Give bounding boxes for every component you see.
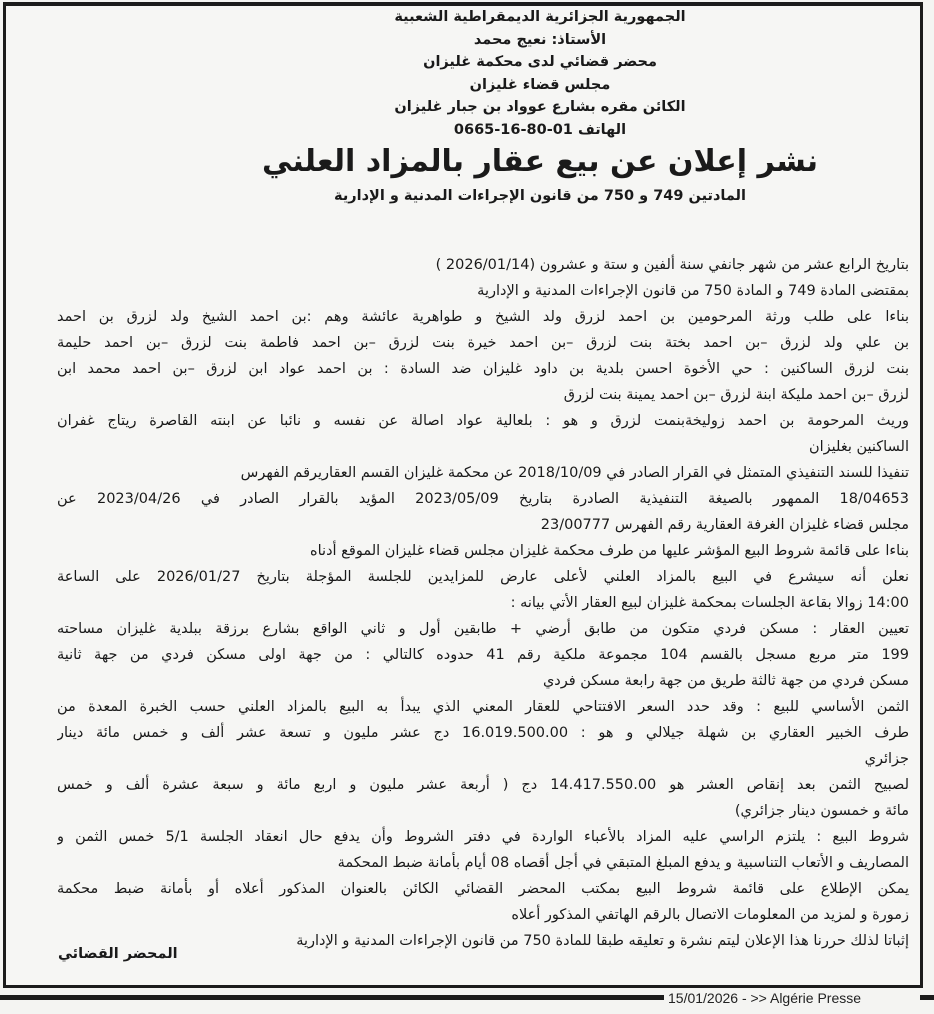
page-footer <box>0 988 934 1008</box>
body-line: طرف الخبير العقاري بن شهلة جيلالي و هو : 16.019.500.00 دج عشر مليون و تسعة عشر ألف و خمس مائة دينار <box>57 725 909 741</box>
body-line: إثباتا لذلك حررنا هذا الإعلان ليتم نشرة و تعليقه طبقا للمادة 750 من قانون الإجراءات المدنية و الإدارية <box>296 933 909 949</box>
body-line: المصاريف و الأتعاب التناسبية و يدفع المبلغ المتبقي في أجل أقصاه 08 أيام بأمانة ضبط المحكمة <box>337 855 909 871</box>
notice-header <box>200 6 880 208</box>
footer-rule-end <box>920 995 934 1000</box>
body-line: بناءا على طلب ورثة المرحومين بن احمد لزرق ولد الشيخ و طواهرية عائشة وهم :بن احمد الشيخ ولد لزرق بن احمد <box>57 309 909 325</box>
body-line: لزرق –بن احمد مليكة ابنة لزرق –بن احمد يمينة بنت لزرق <box>563 387 909 403</box>
body-line: مجلس قضاء غليزان الغرفة العقارية رقم الفهرس 23/00777 <box>540 517 909 533</box>
notice-subtitle: المادتين 749 و 750 من قانون الإجراءات المدنية و الإدارية <box>334 187 746 204</box>
header-bailiff-name: الأستاذ: نعيج محمد <box>473 31 607 48</box>
notice-body <box>57 252 909 954</box>
body-line: بتاريخ الرابع عشر من شهر جانفي سنة ألفين و ستة و عشرون (2026/01/14 ) <box>435 257 909 273</box>
body-line: مائة و خمسون دينار جزائري) <box>734 803 909 819</box>
body-line: يمكن الإطلاع على قائمة شروط البيع بمكتب المحضر القضائي الكائن بالعنوان المذكور أعلاه أو بأمانة ضبط محكمة <box>57 881 909 897</box>
signature: المحضر القضائي <box>58 946 178 962</box>
header-country: الجمهورية الجزائرية الديمقراطية الشعبية <box>394 9 686 25</box>
header-phone: الهاتف 01-80-16-0665 <box>453 121 627 138</box>
body-line: بنت لزرق الساكنين : حي الأخوة احسن بلدية بن داود غليزان ضد السادة : بن احمد عواد ابن لزرق –بن احمد محمد ابن <box>57 361 909 377</box>
body-line: زمورة و لمزيد من المعلومات الاتصال بالرقم الهاتفي المذكور أعلاه <box>511 907 909 923</box>
body-line: 14:00 زوالا بقاعة الجلسات بمحكمة غليزان لبيع العقار الأتي بيانه : <box>510 595 909 611</box>
header-address: الكائن مقره بشارع عوواد بن جبار غليزان <box>394 99 686 116</box>
body-line: جزائري <box>864 751 909 767</box>
body-line: بن علي ولد لزرق –بن احمد بختة بنت لزرق –بن احمد خيرة بنت لزرق –بن احمد فاطمة بنت لزرق –بن احمد حليمة <box>57 335 909 351</box>
notice-title: نشر إعلان عن بيع عقار بالمزاد العلني <box>262 143 818 179</box>
body-line: شروط البيع : يلتزم الراسي عليه المزاد بالأعباء الواردة في دفتر الشروط وأن يدفع حال انعقاد الجلسة 5/1 خمس الثمن و <box>57 829 909 845</box>
body-line: بناءا على قائمة شروط البيع المؤشر عليها من طرف محكمة غليزان مجلس قضاء غليزان الموقع أدناه <box>310 543 909 559</box>
footer-rule <box>0 995 664 1000</box>
body-line: 18/04653 الممهور بالصيغة التنفيذية الصادرة بتاريخ 2023/05/09 المؤيد بالقرار الصادر في 2023/04/26 عن <box>57 491 909 507</box>
body-line: تنفيذا للسند التنفيذي المتمثل في القرار الصادر في 2018/10/09 عن محكمة غليزان القسم العقاريرقم الفهرس <box>240 465 909 481</box>
body-line: تعيين العقار : مسكن فردي متكون من طابق أرضي + طابقين أول و ثاني الواقع بشارع برزقة ببلدية غليزان مساحته <box>57 621 909 637</box>
footer-source: 15/01/2026 - >> Algérie Presse <box>668 990 862 1006</box>
body-line: 199 متر مربع مسجل بالقسم 104 مجموعة ملكية رقم 41 حدوده كالتالي : من جهة اولى مسكن فردي من جهة ثانية <box>57 647 909 663</box>
body-line: مسكن فردي من جهة ثالثة طريق من جهة رابعة مسكن فردي <box>542 673 909 689</box>
body-line: بمقتضى المادة 749 و المادة 750 من قانون الإجراءات المدنية و الإدارية <box>477 283 909 299</box>
header-bailiff-court: محضر قضائي لدى محكمة غليزان <box>423 54 657 71</box>
body-line: وريث المرحومة بن احمد زوليخةبنمت لزرق و هو : بلعالية عواد اصالة عن نفسه و نائبا عن ابنته القاصرة ريتاج غفران <box>57 413 909 429</box>
body-line: لصبيح الثمن بعد إنقاص العشر هو 14.417.550.00 دج ( أربعة عشر مليون و اربع مائة و سبعة عشرة ألف و خمس <box>57 777 909 793</box>
header-council: مجلس قضاء غليزان <box>469 76 611 93</box>
body-line: نعلن أنه سيشرع في البيع بالمزاد العلني لأعلى عارض للمزايدين للجلسة المؤجلة بتاريخ 2026/01/27 على الساعة <box>57 569 909 585</box>
body-line: الساكنين بغليزان <box>809 439 909 455</box>
body-line: الثمن الأساسي للبيع : وقد حدد السعر الافتتاحي للعقار المعني الذي يبدأ به البيع بالمزاد العلني حسب الخبرة المعدة من <box>57 699 909 715</box>
